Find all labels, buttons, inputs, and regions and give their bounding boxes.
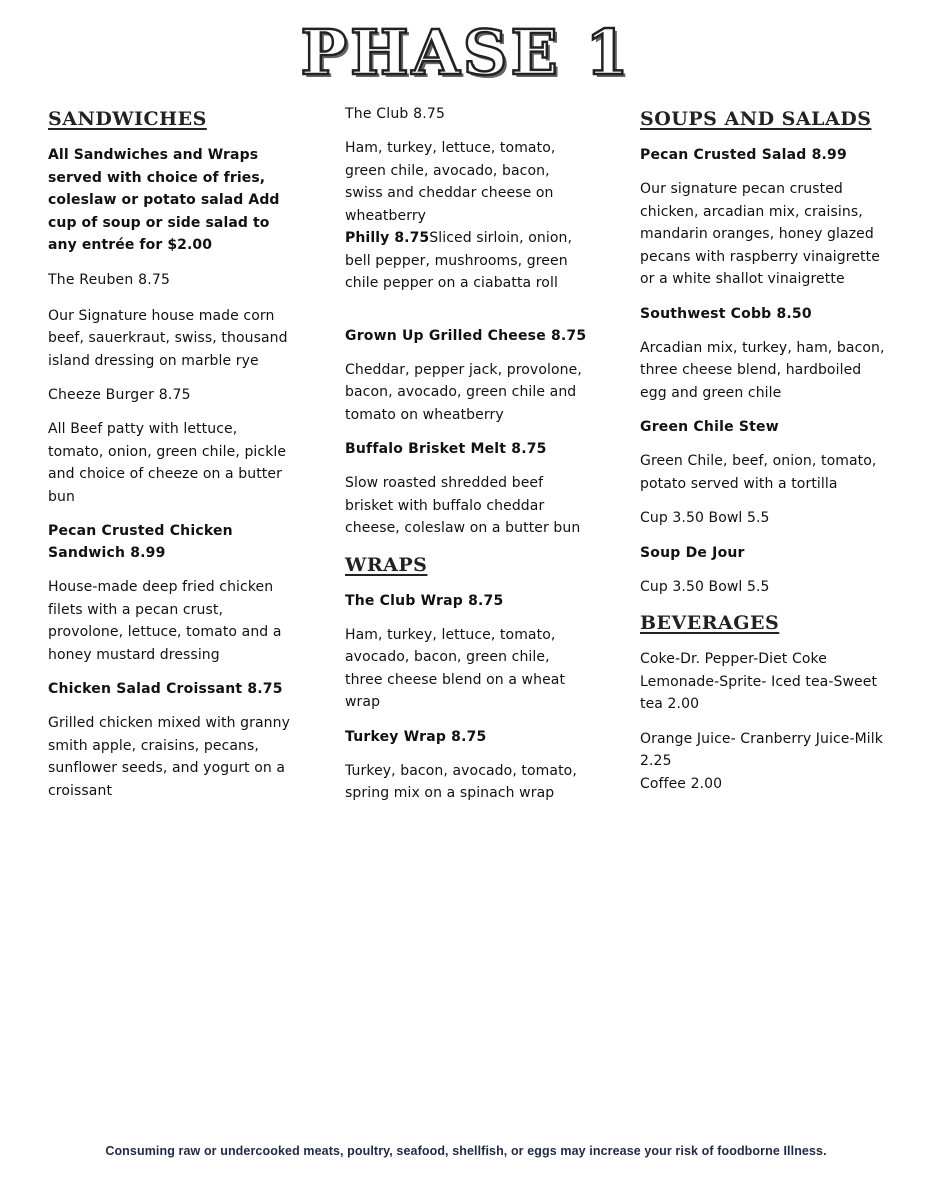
chicken-salad-croissant-desc: Grilled chicken mixed with granny smith apple, craisins, pecans, sunflower seeds, and yogurt on a croissant <box>48 715 290 799</box>
pecan-chicken-desc: House-made deep fried chicken filets with a pecan crust, provolone, lettuce, tomato and a honey mustard dressing <box>48 579 282 663</box>
buffalo-desc: Slow roasted shredded beef brisket with buffalo cheddar cheese, coleslaw on a butter bun <box>345 475 581 536</box>
cobb-name: Southwest Cobb 8.50 <box>640 305 812 322</box>
sandwiches-intro: All Sandwiches and Wraps served with choice of fries, coleslaw or potato salad Add cup of soup or side salad to any entrée for $2.00 <box>48 147 280 253</box>
beverages-group1: Coke-Dr. Pepper-Diet Coke Lemonade-Sprite- Iced tea-Sweet tea 2.00 <box>640 651 878 712</box>
middle-column <box>345 98 590 805</box>
buffalo-name: Buffalo Brisket Melt 8.75 <box>345 441 547 457</box>
menu-title: PHASE 1 <box>300 16 632 89</box>
beverages-group2: Orange Juice- Cranberry Juice-Milk 2.25 <box>640 730 883 769</box>
sandwiches-heading: SANDWICHES <box>48 108 207 130</box>
club-name: The Club 8.75 <box>345 106 446 122</box>
club-wrap-name: The Club Wrap 8.75 <box>345 592 504 609</box>
soup-name: Soup De Jour <box>640 544 745 561</box>
reuben-name: The Reuben 8.75 <box>48 271 171 288</box>
beverages-coffee: Coffee 2.00 <box>640 775 723 792</box>
cheeze-burger-name: Cheeze Burger 8.75 <box>48 387 191 403</box>
stew-price: Cup 3.50 Bowl 5.5 <box>640 510 770 526</box>
turkey-wrap-name: Turkey Wrap 8.75 <box>345 728 487 745</box>
philly-desc: Sliced sirloin, onion, bell pepper, mushrooms, green chile pepper on a ciabatta roll <box>345 230 573 291</box>
club-wrap-desc: Ham, turkey, lettuce, tomato, avocado, bacon, green chile, three cheese blend on a wheat wrap <box>345 626 566 710</box>
cheeze-burger-desc: All Beef patty with lettuce, tomato, onion, green chile, pickle and choice of cheeze on a butter bun <box>48 421 287 505</box>
philly-name: Philly 8.75 <box>345 230 430 246</box>
philly-item <box>345 227 590 295</box>
pecan-chicken-name: Pecan Crusted Chicken Sandwich 8.99 <box>48 523 233 561</box>
beverages-heading: BEVERAGES <box>640 612 780 634</box>
pecan-salad-desc: Our signature pecan crusted chicken, arcadian mix, craisins, mandarin oranges, honey glazed pecans with raspberry vinaigrette or a white shallot vinaigrette <box>640 181 880 287</box>
stew-desc: Green Chile, beef, onion, tomato, potato served with a tortilla <box>640 453 877 492</box>
stew-name: Green Chile Stew <box>640 419 779 435</box>
soup-price: Cup 3.50 Bowl 5.5 <box>640 578 770 595</box>
cobb-desc: Arcadian mix, turkey, ham, bacon, three cheese blend, hardboiled egg and green chile <box>640 339 885 401</box>
soups-salads-column <box>640 98 885 795</box>
grilled-cheese-name: Grown Up Grilled Cheese 8.75 <box>345 327 587 344</box>
pecan-salad-name: Pecan Crusted Salad 8.99 <box>640 147 847 163</box>
food-safety-disclaimer: Consuming raw or undercooked meats, poultry, seafood, shellfish, or eggs may increase your risk of foodborne Illness. <box>105 1144 827 1158</box>
turkey-wrap-desc: Turkey, bacon, avocado, tomato, spring mix on a spinach wrap <box>345 762 577 801</box>
club-desc: Ham, turkey, lettuce, tomato, green chile, avocado, bacon, swiss and cheddar cheese on wheatberry <box>345 140 556 224</box>
sandwiches-column <box>48 98 293 802</box>
chicken-salad-croissant-name: Chicken Salad Croissant 8.75 <box>48 681 283 697</box>
wraps-heading: WRAPS <box>345 553 428 576</box>
reuben-desc: Our Signature house made corn beef, sauerkraut, swiss, thousand island dressing on marble rye <box>48 307 288 369</box>
soups-salads-heading: SOUPS AND SALADS <box>640 108 872 130</box>
grilled-cheese-desc: Cheddar, pepper jack, provolone, bacon, avocado, green chile and tomato on wheatberry <box>345 361 582 423</box>
